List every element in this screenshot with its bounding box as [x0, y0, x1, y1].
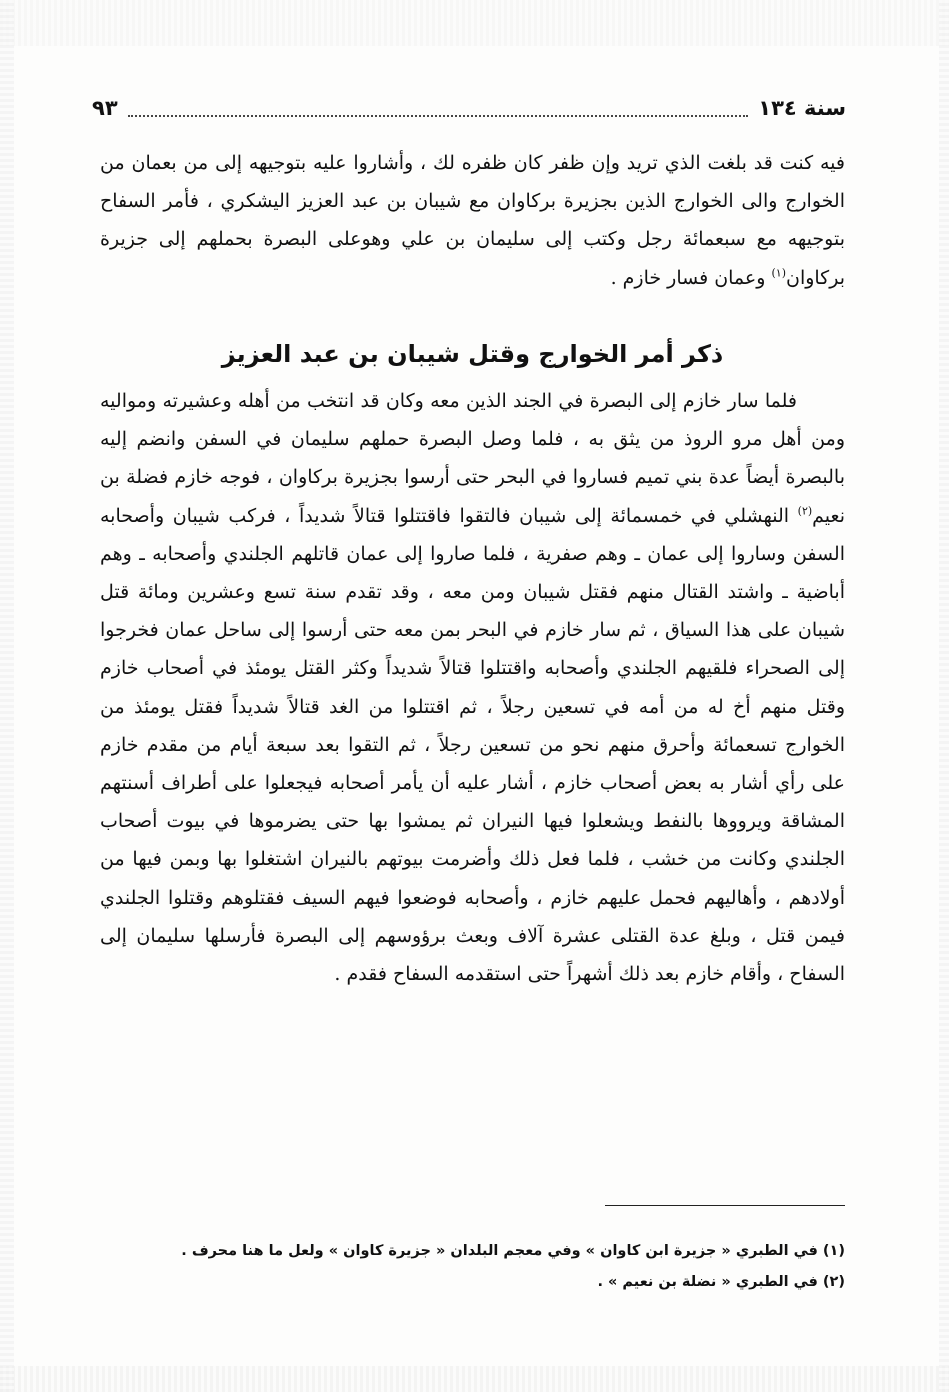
running-header: [92, 88, 846, 128]
footnote-separator: [605, 1205, 845, 1206]
header-dotted-leader: [128, 115, 749, 117]
scan-edge-bottom: [0, 1366, 949, 1392]
header-year: سنة ١٣٤: [758, 96, 846, 120]
scan-edge-top: [0, 0, 949, 46]
scan-edge-right: [939, 0, 949, 1392]
footnote-2: (٢) في الطبري « نضلة بن نعيم » .: [597, 1274, 845, 1290]
paragraph-2-text: فلما سار خازم إلى البصرة في الجند الذين معه وكان قد انتخب من أهله وعشيرته ومواليه ومن أهل مرو الروذ من يثق به ، فلما وصل البصرة حملهم سليمان في السفن وانضم إليه بالبصرة أيضاً عدة بني تميم فساروا في البحر حتى أرسوا بجزيرة بركاوان ، فوجه خازم فضلة بن نعيم: [100, 390, 845, 527]
scan-edge-left: [0, 0, 14, 1392]
page-number: ٩٣: [92, 96, 118, 120]
footnotes: [100, 1236, 845, 1298]
footnote-marker-1: (١): [771, 266, 786, 280]
paragraph-1-text-end: وعمان فسار خازم .: [610, 266, 772, 289]
footnote-1: (١) في الطبري « جزيرة ابن كاوان » وفي معجم البلدان « جزيرة كاوان » ولعل ما هنا محرف .: [181, 1243, 845, 1259]
footnote-marker-2: (٢): [797, 504, 813, 518]
paragraph-continuation: [100, 144, 845, 297]
paragraph-main: [100, 382, 845, 993]
paragraph-1-text: فيه كنت قد بلغت الذي تريد وإن ظفر كان ظفره لك ، وأشاروا عليه بتوجيهه إلى من بعمان من الخوارج والى الخوارج الذين بجزيرة بركاوان مع شيبان بن عبد العزيز اليشكري ، فأمر السفاح بتوجيهه مع سبعمائة رجل وكتب إلى سليمان بن علي وهوعلى البصرة بحملهم إلى جزيرة بركاوان: [100, 152, 845, 289]
section-heading: ذكر أمر الخوارج وقتل شيبان بن عبد العزيز: [221, 340, 724, 368]
paragraph-2-text-end: النهشلي في خمسمائة إلى شيبان فالتقوا فاقتتلوا قتالاً شديداً ، فركب شيبان وأصحابه السفن وساروا إلى عمان ـ وهم صفرية ، فلما صاروا إلى عمان قاتلهم الجلندي وأصحابه ـ وهم أباضية ـ واشتد القتال منهم فقتل شيبان ومن معه ، وقد تقدم سنة تسع وعشرين ومائة قتل شيبان على هذا السياق ، ثم سار خازم في البحر بمن معه حتى أرسوا إلى ساحل عمان فخرجوا إلى الصحراء فلقيهم الجلندي وأصحابه واقتتلوا قتالاً شديداً وكثر القتل يومئذ في أصحاب خازم وقتل منهم أخ له من أمه في تسعين رجلاً ، ثم اقتتلوا من الغد قتالاً شديداً فقتل يومئذ من الخوارج تسعمائة وأحرق منهم نحو من تسعين رجلاً ، ثم التقوا بعد سبعة أيام من مقدم خازم على رأي أشار به بعض أصحاب خازم ، أشار عليه أن يأمر أصحابه فيجعلوا على أطراف أسنتهم المشاقة ويرووها بالنفط ويشعلوا فيها النيران ثم يمشوا بها حتى يضرموها في بيوت أصحاب الجلندي وكانت من خشب ، فلما فعل ذلك وأضرمت بيوتهم بالنيران اشتغلوا بها وبمن فيها من أولادهم ، وأهاليهم فحمل عليهم خازم ، وأصحابه فوضعوا فيهم السيف فقتلوهم وقتلوا الجلندي فيمن قتل ، وبلغ عدة القتلى عشرة آلاف وبعث برؤوسهم إلى البصرة فأرسلها سليمان إلى السفاح ، وأقام خازم بعد ذلك أشهراً حتى استقدمه السفاح فقدم .: [100, 504, 845, 986]
